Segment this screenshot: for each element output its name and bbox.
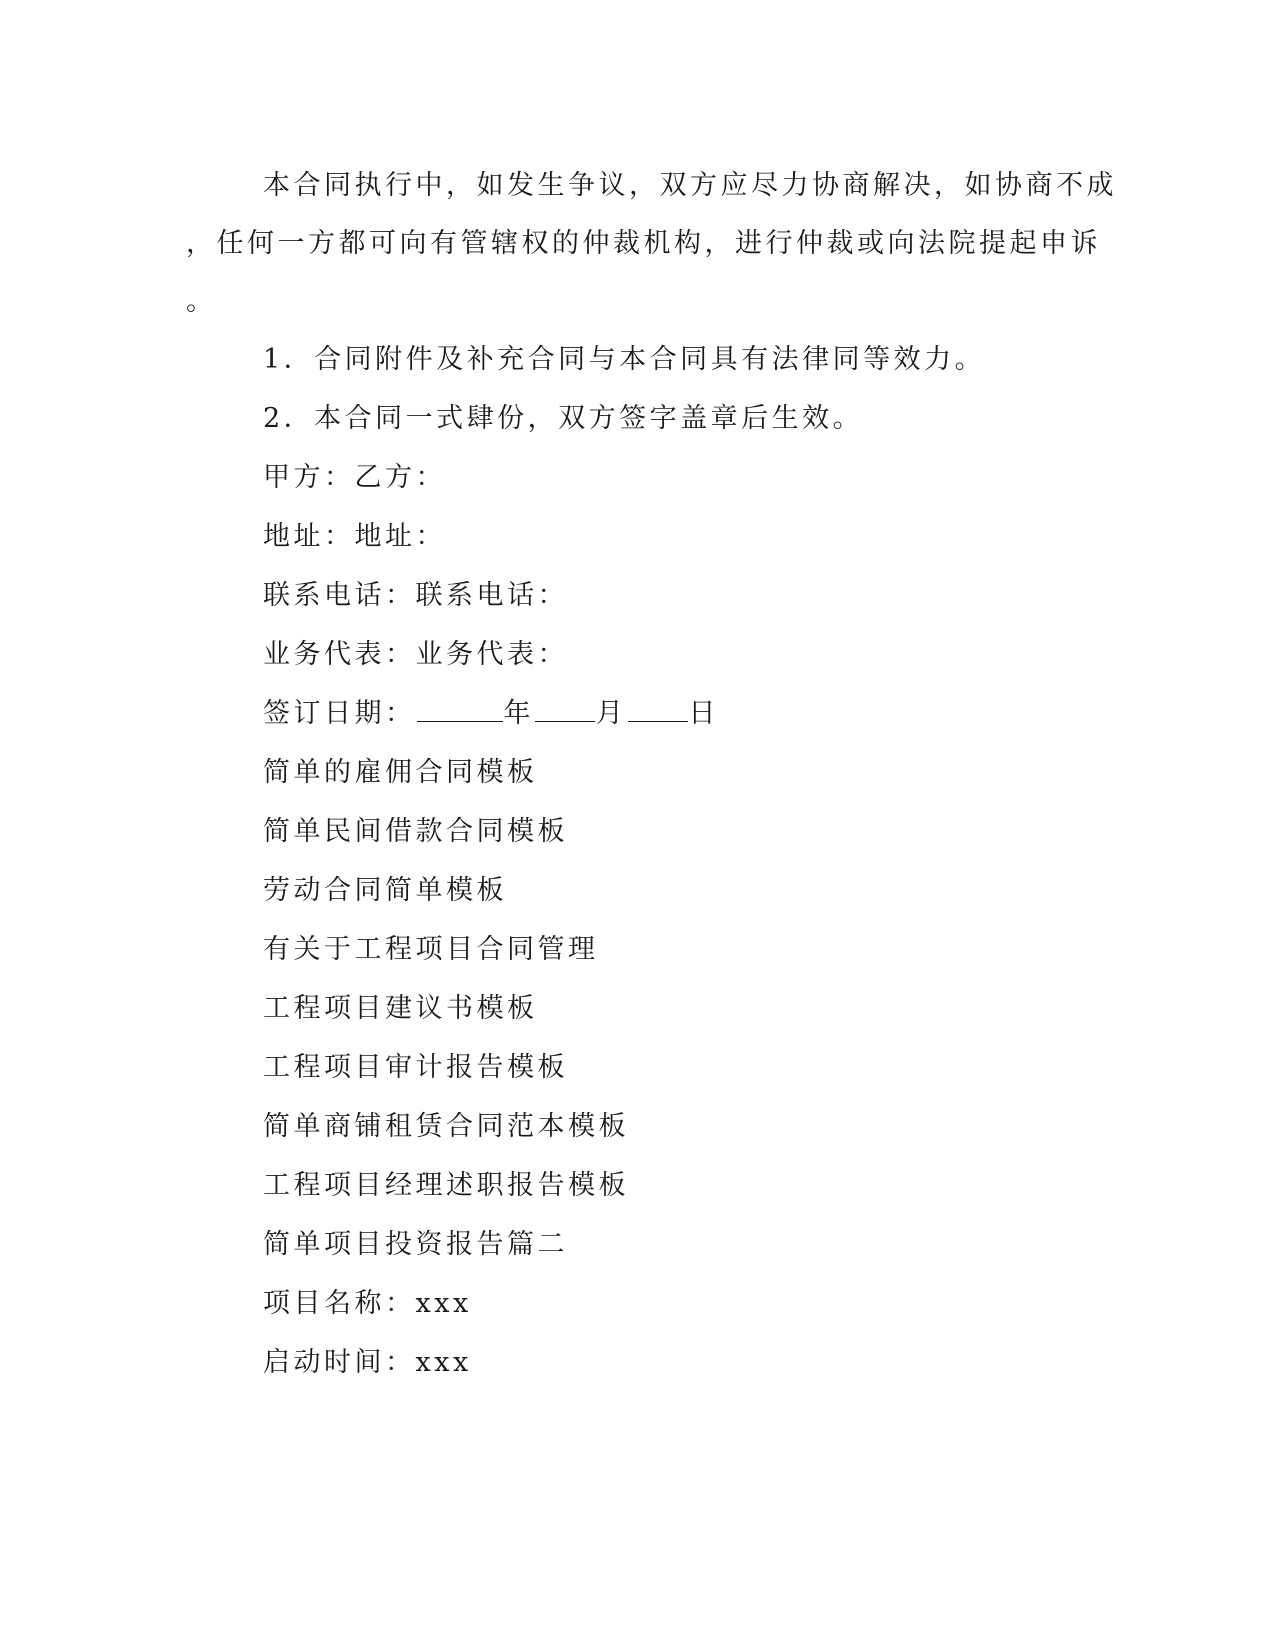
related-link[interactable]: 工程项目建议书模板 [263,993,538,1024]
clause-1: 1．合同附件及补充合同与本合同具有法律同等效力。 [263,344,986,375]
related-link[interactable]: 工程项目审计报告模板 [263,1052,568,1083]
month-blank[interactable] [535,697,595,722]
dispute-line-1: 本合同执行中，如发生争议，双方应尽力协商解决，如协商不成 [263,170,1117,201]
related-link[interactable]: 简单的雇佣合同模板 [263,757,538,788]
parties-line: 甲方：乙方： [263,462,446,493]
year-label: 年 [503,698,534,729]
related-link[interactable]: 工程项目经理述职报告模板 [263,1170,629,1201]
phone-line: 联系电话：联系电话： [263,580,568,611]
month-label: 月 [596,698,627,729]
day-blank[interactable] [628,697,688,722]
related-link[interactable]: 简单民间借款合同模板 [263,816,568,847]
start-time-line: 启动时间：xxx [263,1347,472,1378]
signing-date-line [263,696,719,732]
representative-line: 业务代表：业务代表： [263,639,568,670]
project-name-line: 项目名称：xxx [263,1288,472,1319]
address-line: 地址：地址： [263,521,446,552]
section-title: 简单项目投资报告篇二 [263,1229,568,1260]
related-link[interactable]: 简单商铺租赁合同范本模板 [263,1111,629,1142]
dispute-line-3: 。 [186,286,217,317]
clause-2: 2．本合同一式肆份，双方签字盖章后生效。 [263,403,864,434]
year-blank[interactable] [417,697,503,722]
related-link[interactable]: 劳动合同简单模板 [263,875,507,906]
dispute-line-2: ，任何一方都可向有管辖权的仲裁机构，进行仲裁或向法院提起申诉 [186,228,1101,259]
day-label: 日 [688,698,719,729]
related-link[interactable]: 有关于工程项目合同管理 [263,934,599,965]
signing-date-label: 签订日期： [263,698,416,729]
